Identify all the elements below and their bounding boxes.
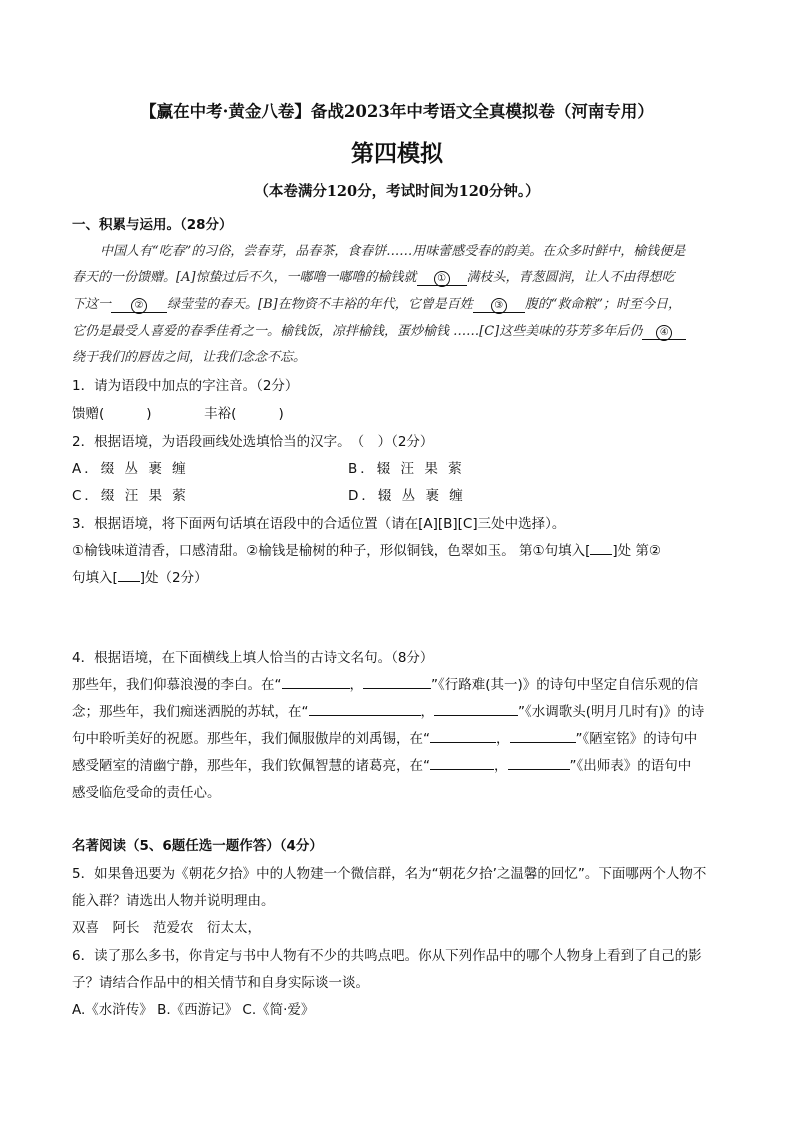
q1-word-b: 丰裕( <box>204 406 237 422</box>
question-2-stem: 2．根据语境，为语段画线处选填恰当的汉字。 （ ）（2分） <box>72 434 434 450</box>
passage-line-2: 春天的一份馈赠。[A]惊蛰过后不久，一嘟噜一嘟噜的榆钱就 ① 满枝头，青葱圆润，让人不由得想吃 <box>72 270 675 285</box>
q2-option-d[interactable]: D．辍 丛 裹 缠 <box>348 488 466 504</box>
passage-line-3: 下这一 ② 绿莹莹的春天。[B]在物资不丰裕的年代，它曾是百姓 ③ 腹的“救命粮”；时至今日， <box>72 297 682 312</box>
question-5-characters: 双喜 阿长 范爱农 衍太太， <box>72 920 261 936</box>
exam-paper-title: 第四模拟 <box>351 140 443 167</box>
question-4-line-4: 感受陋室的清幽宁静，那些年，我们钦佩智慧的诸葛亮，在“ ， ”《出师表》的语句中 <box>72 754 691 774</box>
passage-line-1: 中国人有“吃春”的习俗，尝春芽，品春茶，食春饼……用味蕾感受春的韵美。在众多时鲜中，榆钱便是 <box>100 244 686 259</box>
q2-option-a[interactable]: A．缀 丛 裹 缠 <box>72 461 189 477</box>
question-4-line-3: 句中聆听美好的祝愿。那些年，我们佩服傲岸的刘禹锡，在“ ， ”《陋室铭》的诗句中 <box>72 727 697 747</box>
question-3-line-1: ①榆钱味道清香，口感清甜。②榆钱是榆树的种子，形似铜钱，色翠如玉。 第①句填入[ ]处 第② <box>72 539 661 559</box>
q2-option-b[interactable]: B．辍 汪 果 萦 <box>348 461 465 477</box>
q4-blank-2[interactable] <box>363 673 431 689</box>
q4-blank-5[interactable] <box>430 727 496 743</box>
q1-word-a: 馈赠( <box>72 406 105 422</box>
q4-blank-4[interactable] <box>434 700 518 716</box>
question-3-stem: 3．根据语境，将下面两句话填在语段中的合适位置（请在[A][B][C]三处中选择）。 <box>72 516 566 532</box>
question-1-answers: 馈赠( ) 丰裕( ) <box>72 406 284 422</box>
blank-2[interactable]: ② <box>111 297 167 313</box>
question-4-stem: 4．根据语境，在下面横线上填人恰当的古诗文名句。（8分） <box>72 650 434 666</box>
q3-blank-1[interactable] <box>590 540 612 555</box>
question-6-options: A.《水浒传》 B.《西游记》 C.《简·爱》 <box>72 1002 315 1018</box>
section-heading-accumulation: 一、积累与运用。（28分） <box>72 217 233 233</box>
q4-blank-3[interactable] <box>309 700 421 716</box>
question-4-line-2: 念；那些年，我们痴迷洒脱的苏轼，在“ ， ”《水调歌头(明月几时有)》的诗 <box>72 700 704 720</box>
question-5-line-1: 5．如果鲁迅要为《朝花夕拾》中的人物建一个微信群，名为“朝花夕拾’之温馨的回忆”。下面哪两个人物不 <box>72 866 707 882</box>
blank-1[interactable]: ① <box>417 270 467 286</box>
blank-3[interactable]: ③ <box>473 297 525 313</box>
question-4-line-5: 感受临危受命的责任心。 <box>72 785 221 801</box>
question-1-stem: 1．请为语段中加点的字注音。（2分） <box>72 378 299 394</box>
passage-line-5: 绕于我们的唇齿之间，让我们念念不忘。 <box>72 350 307 365</box>
question-4-line-1: 那些年，我们仰慕浪漫的李白。在“ ， ”《行路难(其一)》的诗句中坚定自信乐观的信 <box>72 673 698 693</box>
exam-score-note: （本卷满分120分，考试时间为120分钟。） <box>254 183 540 200</box>
section-heading-reading: 名著阅读（5、6题任选一题作答）（4分） <box>72 838 323 854</box>
question-6-line-2: 子？请结合作品中的相关情节和自身实际谈一谈。 <box>72 975 369 991</box>
question-3-line-2: 句填入[ ]处（2分） <box>72 566 208 586</box>
q4-blank-1[interactable] <box>282 673 350 689</box>
question-6-line-1: 6．读了那么多书，你肯定与书中人物有不少的共鸣点吧。你从下列作品中的哪个人物身上看到了自己的影 <box>72 948 702 964</box>
exam-series-title: 【赢在中考·黄金八卷】备战2023年中考语文全真模拟卷（河南专用） <box>140 102 654 121</box>
q3-blank-2[interactable] <box>118 567 140 582</box>
passage-line-4: 它仍是最受人喜爱的春季佳肴之一。榆钱饭，凉拌榆钱，蛋炒榆钱 ……[C]这些美味的芬芳多年后仍 ④ <box>72 320 686 340</box>
q4-blank-8[interactable] <box>508 754 570 770</box>
blank-4[interactable]: ④ <box>642 324 686 340</box>
q2-option-c[interactable]: C．缀 汪 果 萦 <box>72 488 189 504</box>
question-5-line-2: 能入群？请选出人物并说明理由。 <box>72 893 275 909</box>
q4-blank-7[interactable] <box>430 754 494 770</box>
q4-blank-6[interactable] <box>510 727 576 743</box>
